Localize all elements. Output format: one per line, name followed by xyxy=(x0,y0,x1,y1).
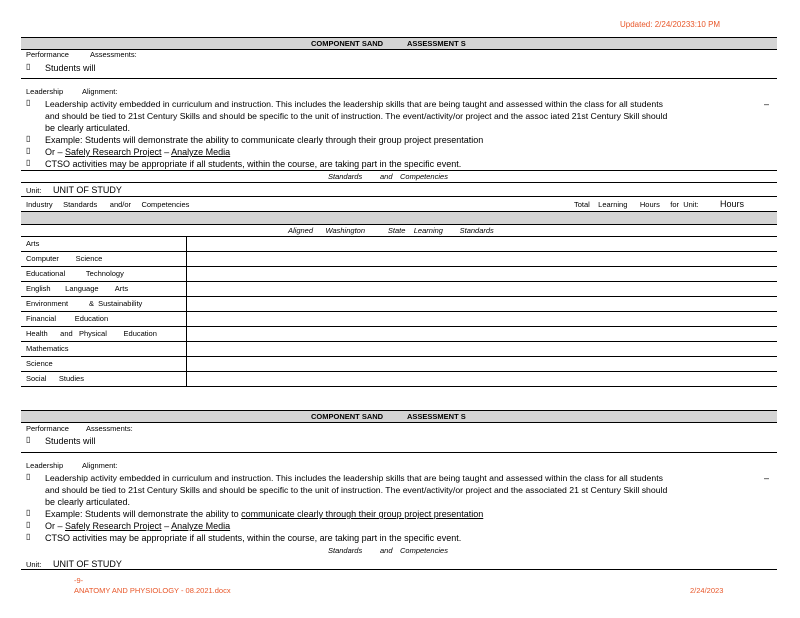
row-divider xyxy=(21,341,777,342)
divider xyxy=(21,569,777,570)
row-divider xyxy=(21,266,777,267)
subject-science: Science xyxy=(26,359,53,368)
or-line xyxy=(45,520,230,532)
alignment-label: Alignment: xyxy=(82,87,118,96)
standards-label: Standards xyxy=(328,546,363,555)
subject-educational-technology: Educational Technology xyxy=(26,269,124,278)
divider xyxy=(21,452,777,453)
bullet-icon: ▯ xyxy=(26,532,31,541)
competencies-label: Competencies xyxy=(400,172,448,181)
divider xyxy=(21,196,777,197)
updated-timestamp: Updated: 2/24/20233:10 PM xyxy=(620,20,721,29)
industry-standards-label: Industry Standards and/or Competencies xyxy=(26,200,190,209)
bullet-icon: ▯ xyxy=(26,146,31,155)
divider xyxy=(21,78,777,79)
analyze-media-link[interactable]: Analyze Media xyxy=(171,147,231,157)
leadership-line-1: Leadership activity embedded in curriculum and instruction. This includes the leadership skills that are being taught and assessed within the class for all students xyxy=(45,99,663,109)
leadership-label: Leadership xyxy=(26,87,64,96)
or-prefix: Or – xyxy=(45,147,66,157)
subject-financial-education: Financial Education xyxy=(26,314,109,323)
and-label: and xyxy=(380,172,393,181)
bullet-icon: ▯ xyxy=(26,158,31,167)
leadership-dash: – xyxy=(764,99,770,109)
bullet-icon: ▯ xyxy=(26,472,31,481)
band-component-label: COMPONENT SAND xyxy=(311,39,384,48)
bullet-icon: ▯ xyxy=(26,520,31,529)
performance-label: Performance xyxy=(26,424,69,433)
leadership-label: Leadership xyxy=(26,461,64,470)
component-assessments-header-2 xyxy=(21,410,777,423)
performance-label: Performance xyxy=(26,50,69,59)
ctso-text: CTSO activities may be appropriate if all students, within the course, are taking part in the specific event. xyxy=(45,159,462,169)
shaded-spacer xyxy=(21,212,777,224)
aligned-standards-header: Aligned Washington State Learning Standards xyxy=(288,226,494,235)
students-will-text: Students will xyxy=(45,63,96,73)
bullet-icon: ▯ xyxy=(26,98,31,107)
divider xyxy=(21,224,777,225)
row-divider xyxy=(21,251,777,252)
row-divider xyxy=(21,356,777,357)
or-dash: – xyxy=(161,147,172,157)
leadership-line-2: and should be tied to 21st Century Skills and should be specific to the unit of instruction. The event/activity/or project and the associated 21 st Century Skill should xyxy=(45,485,668,495)
row-divider xyxy=(21,296,777,297)
assessments-label: Assessments: xyxy=(86,424,133,433)
divider xyxy=(21,236,777,237)
leadership-line-3: be clearly articulated. xyxy=(45,497,131,507)
leadership-line-1: Leadership activity embedded in curriculum and instruction. This includes the leadership skills that are being taught and assessed within the class for all students xyxy=(45,473,663,483)
band-assessments-label: ASSESSMENT S xyxy=(407,412,466,421)
unit-label: Unit: xyxy=(26,560,42,569)
unit-value: UNIT OF STUDY xyxy=(53,185,122,195)
band-assessments-label: ASSESSMENT S xyxy=(407,39,466,48)
leadership-line-3: be clearly articulated. xyxy=(45,123,131,133)
footer-date: 2/24/2023 xyxy=(690,586,724,595)
leadership-dash: – xyxy=(764,473,770,483)
example-underlined: communicate clearly through their group project presentation xyxy=(241,509,484,519)
hours-value: Hours xyxy=(720,199,745,209)
row-divider xyxy=(21,311,777,312)
or-line xyxy=(45,146,230,158)
subject-environment-sustainability: Environment & Sustainability xyxy=(26,299,143,308)
competencies-label: Competencies xyxy=(400,546,448,555)
ctso-text: CTSO activities may be appropriate if all students, within the course, are taking part in the specific event. xyxy=(45,533,462,543)
row-divider xyxy=(21,281,777,282)
bullet-icon: ▯ xyxy=(26,62,31,71)
band-component-label: COMPONENT SAND xyxy=(311,412,384,421)
subject-arts: Arts xyxy=(26,239,40,248)
alignment-label: Alignment: xyxy=(82,461,118,470)
or-prefix: Or – xyxy=(45,521,66,531)
subject-social-studies: Social Studies xyxy=(26,374,84,383)
row-divider xyxy=(21,326,777,327)
students-will-text: Students will xyxy=(45,436,96,446)
safely-research-link[interactable]: Safely Research Project xyxy=(65,521,162,531)
bullet-icon: ▯ xyxy=(26,508,31,517)
analyze-media-link[interactable]: Analyze Media xyxy=(171,521,231,531)
row-divider xyxy=(21,371,777,372)
row-divider xyxy=(21,386,777,387)
divider xyxy=(21,182,777,183)
or-dash: – xyxy=(161,521,172,531)
total-learning-hours-label: Total Learning Hours for Unit: xyxy=(574,200,699,209)
unit-label: Unit: xyxy=(26,186,42,195)
footer-page-number: -9- xyxy=(74,576,84,585)
footer-document-name: ANATOMY AND PHYSIOLOGY - 08.2021.docx xyxy=(74,586,231,595)
subject-mathematics: Mathematics xyxy=(26,344,69,353)
and-label: and xyxy=(380,546,393,555)
standards-label: Standards xyxy=(328,172,363,181)
example-text xyxy=(45,508,483,520)
safely-research-link[interactable]: Safely Research Project xyxy=(65,147,162,157)
subject-computer-science: Computer Science xyxy=(26,254,103,263)
unit-value: UNIT OF STUDY xyxy=(53,559,122,569)
divider xyxy=(21,170,777,171)
leadership-line-2: and should be tied to 21st Century Skills and should be specific to the unit of instruction. The event/activity/or project and the assoc iated 21st Century Skill should xyxy=(45,111,668,121)
bullet-icon: ▯ xyxy=(26,435,31,444)
example-prefix: Example: Students will demonstrate the ability to xyxy=(45,509,242,519)
example-text: Example: Students will demonstrate the ability to communicate clearly through their group project presentation xyxy=(45,135,484,145)
component-assessments-header xyxy=(21,37,777,50)
assessments-label: Assessments: xyxy=(90,50,137,59)
bullet-icon: ▯ xyxy=(26,134,31,143)
subject-english-language-arts: English Language Arts xyxy=(26,284,129,293)
subject-health-physical-education: Health and Physical Education xyxy=(26,329,157,338)
